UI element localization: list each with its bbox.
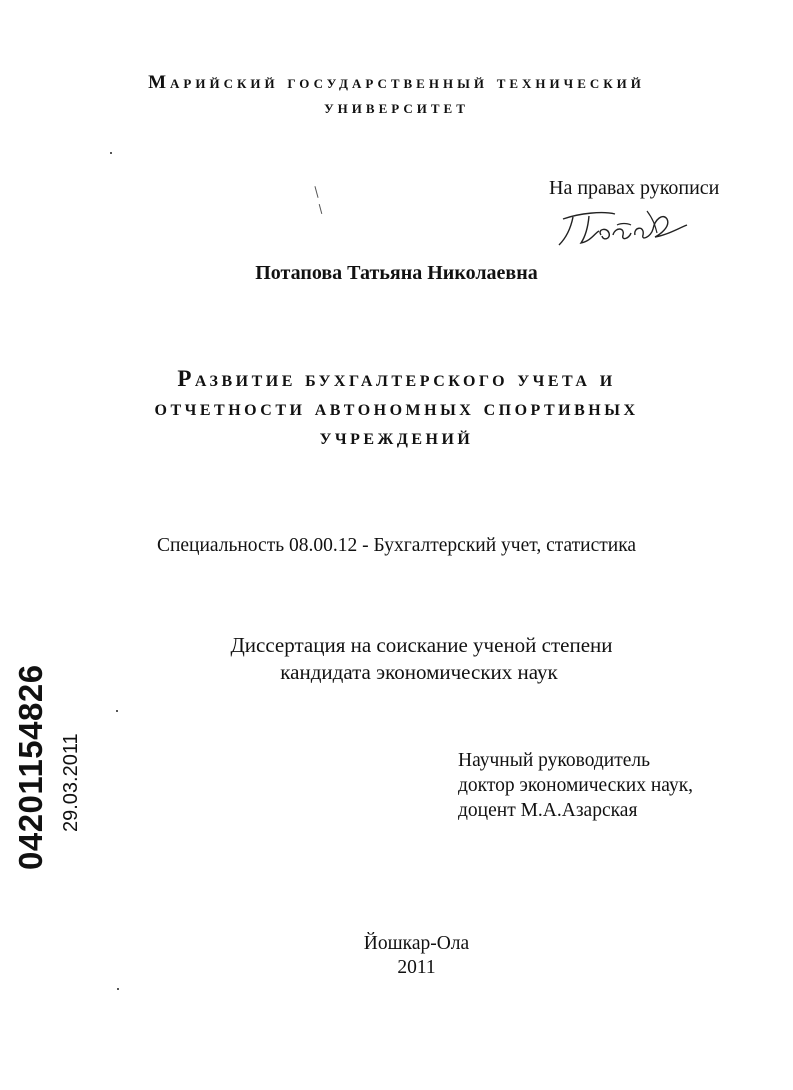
university-header (0, 70, 793, 120)
title-line-2: отчетности автономных спортивных (154, 395, 639, 420)
degree-line-1: Диссертация на соискание ученой степени (230, 633, 613, 657)
place-and-year (0, 932, 793, 980)
scan-mark (116, 710, 118, 712)
degree-statement (0, 632, 793, 686)
rights-note: На правах рукописи (549, 177, 720, 199)
specialty: Специальность 08.00.12 - Бухгалтерский учет, статистика (156, 535, 637, 556)
supervisor-block (458, 748, 693, 823)
university-line-1: Марийский государственный технический (148, 72, 645, 93)
library-stamp (14, 640, 84, 870)
author-signature (555, 205, 695, 255)
supervisor-line-2: доктор экономических наук, (458, 775, 694, 796)
title-line-3: учреждений (319, 424, 474, 449)
scan-mark (319, 204, 323, 214)
author-name: Потапова Татьяна Николаевна (255, 262, 538, 284)
stamp-number: 04201154826 (12, 664, 49, 870)
city: Йошкар-Ола (363, 933, 470, 954)
supervisor-line-1: Научный руководитель (458, 750, 651, 771)
supervisor-line-3: доцент М.А.Азарская (458, 800, 638, 821)
stamp-date: 29.03.2011 (60, 733, 82, 832)
dissertation-title (0, 364, 793, 451)
degree-line-2: кандидата экономических наук (280, 660, 558, 684)
scan-mark (110, 152, 112, 154)
university-line-2: университет (324, 97, 469, 118)
scan-mark (117, 988, 119, 990)
title-line-1: Развитие бухгалтерского учета и (177, 366, 616, 391)
scan-mark (314, 186, 318, 198)
year: 2011 (397, 957, 436, 978)
